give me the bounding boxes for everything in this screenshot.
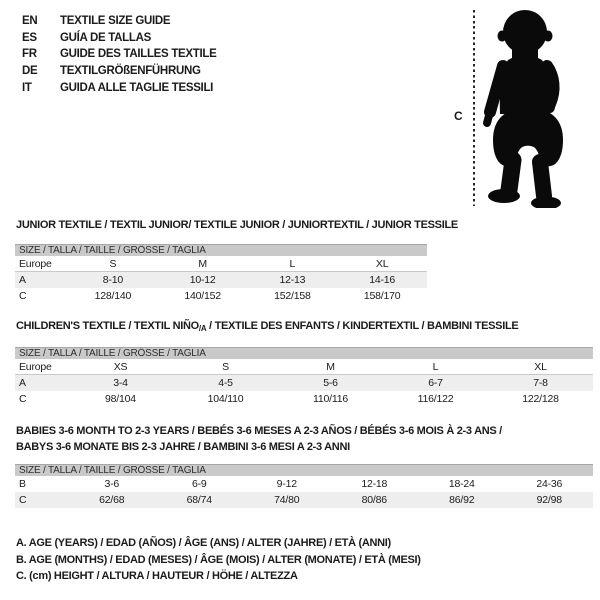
row-label: C (19, 393, 27, 405)
language-code: ES (22, 31, 37, 44)
children-title-part1: CHILDREN'S TEXTILE / TEXTIL NIÑO (16, 320, 199, 332)
size-cell: 116/122 (417, 393, 454, 405)
row-label: A (19, 274, 26, 286)
height-label: C (454, 109, 463, 123)
size-cell: 6-9 (191, 478, 207, 490)
size-cell: 74/80 (274, 494, 300, 506)
size-cell: 104/110 (207, 393, 244, 405)
table-row (15, 492, 593, 508)
row-label: A (19, 377, 26, 389)
size-cell: 4-5 (218, 377, 233, 389)
children-table-title (16, 320, 518, 333)
size-cell: 14-16 (369, 274, 396, 286)
junior-table (15, 244, 427, 304)
note-age-years: A. AGE (YEARS) / EDAD (AÑOS) / ÂGE (ANS) / ALTER (JAHRE) / ETÀ (ANNI) (16, 537, 391, 549)
size-cell: 5-6 (323, 377, 338, 389)
row-label: B (19, 478, 26, 490)
size-cell: 18-24 (448, 478, 475, 490)
language-title: GUÍA DE TALLAS (60, 31, 151, 44)
row-label: Europe (19, 258, 52, 270)
children-title-subscript: /A (198, 324, 207, 333)
size-cell: M (198, 258, 207, 270)
size-cell: 62/68 (99, 494, 125, 506)
size-cell: 3-4 (113, 377, 128, 389)
children-title-part2: / TEXTILE DES ENFANTS / KINDERTEXTIL / BAMBINI TESSILE (206, 320, 519, 332)
note-age-months: B. AGE (MONTHS) / EDAD (MESES) / ÂGE (MOIS) / ALTER (MONATE) / ETÀ (MESI) (16, 553, 421, 566)
language-code: FR (22, 48, 37, 61)
size-cell: XL (534, 361, 547, 373)
language-title: TEXTILGRÖßENFÜHRUNG (60, 65, 201, 78)
size-cell: XL (375, 258, 389, 270)
table-row (15, 272, 427, 288)
row-label: C (19, 494, 27, 506)
table-row (15, 476, 593, 492)
size-cell: 12-18 (361, 478, 388, 490)
language-row (22, 13, 217, 30)
size-cell: 12-13 (279, 274, 306, 286)
size-cell: 68/74 (186, 494, 212, 506)
language-row (22, 79, 217, 96)
size-cell: L (289, 258, 296, 270)
size-cell: 7-8 (533, 377, 548, 389)
size-cell: 158/170 (363, 290, 401, 302)
size-cell: 24-36 (536, 478, 563, 490)
table-row (15, 375, 593, 391)
baby-silhouette-icon (480, 8, 576, 208)
table-row (15, 359, 593, 375)
height-dashed-line (473, 10, 475, 206)
language-title: GUIDA ALLE TAGLIE TESSILI (60, 81, 214, 94)
junior-table-title: JUNIOR TEXTILE / TEXTIL JUNIOR/ TEXTILE JUNIOR / JUNIORTEXTIL / JUNIOR TESSILE (16, 219, 458, 231)
size-cell: S (222, 361, 229, 373)
size-cell: 110/116 (313, 393, 348, 405)
children-table (15, 347, 593, 407)
language-title: GUIDE DES TAILLES TEXTILE (60, 48, 217, 61)
size-cell: L (432, 361, 439, 373)
size-cell: 10-12 (189, 274, 216, 286)
legend-notes (16, 535, 421, 585)
size-cell: 80/86 (361, 494, 387, 506)
size-header-bar: SIZE / TALLA / TAILLE / GRÖSSE / TAGLIA (15, 244, 427, 256)
size-cell: 122/128 (522, 393, 559, 405)
table-row (15, 391, 593, 407)
babies-title-line2: BABYS 3-6 MONATE BIS 2-3 JAHRE / BAMBINI 3-6 MESI A 2-3 ANNI (16, 440, 350, 453)
row-label: C (19, 290, 27, 302)
size-header-bar: SIZE / TALLA / TAILLE / GRÖSSE / TAGLIA (15, 347, 593, 359)
size-cell: 9-12 (276, 478, 297, 490)
size-cell: S (109, 258, 117, 270)
note-height: C. (cm) HEIGHT / ALTURA / HAUTEUR / HÖHE / ALTEZZA (16, 570, 298, 582)
size-cell: 6-7 (428, 377, 443, 389)
baby-figure (452, 8, 584, 212)
language-row (22, 63, 217, 80)
size-cell: 86/92 (449, 494, 475, 506)
language-row (22, 30, 217, 47)
table-row (15, 288, 427, 304)
language-row (22, 46, 217, 63)
table-row (15, 256, 427, 272)
babies-table (15, 464, 593, 508)
size-cell: 92/98 (536, 494, 562, 506)
size-cell: 140/152 (184, 290, 221, 302)
size-cell: 128/140 (94, 290, 132, 302)
language-code: EN (22, 15, 38, 28)
size-cell: XS (113, 361, 128, 373)
language-list (22, 13, 217, 96)
size-cell: 98/104 (105, 393, 136, 405)
language-title: TEXTILE SIZE GUIDE (60, 15, 171, 28)
size-cell: 8-10 (102, 274, 123, 286)
language-code: IT (22, 81, 32, 94)
size-cell: 152/158 (274, 290, 311, 302)
babies-table-title (16, 424, 502, 455)
size-cell: M (326, 361, 335, 373)
row-label: Europe (19, 361, 52, 373)
size-cell: 3-6 (104, 478, 120, 490)
babies-title-line1: BABIES 3-6 MONTH TO 2-3 YEARS / BEBÉS 3-6 MESES A 2-3 AÑOS / BÉBÉS 3-6 MOIS À 2-3 ANS / (16, 425, 502, 437)
size-header-bar: SIZE / TALLA / TAILLE / GRÖSSE / TAGLIA (15, 464, 593, 476)
language-code: DE (22, 65, 38, 78)
